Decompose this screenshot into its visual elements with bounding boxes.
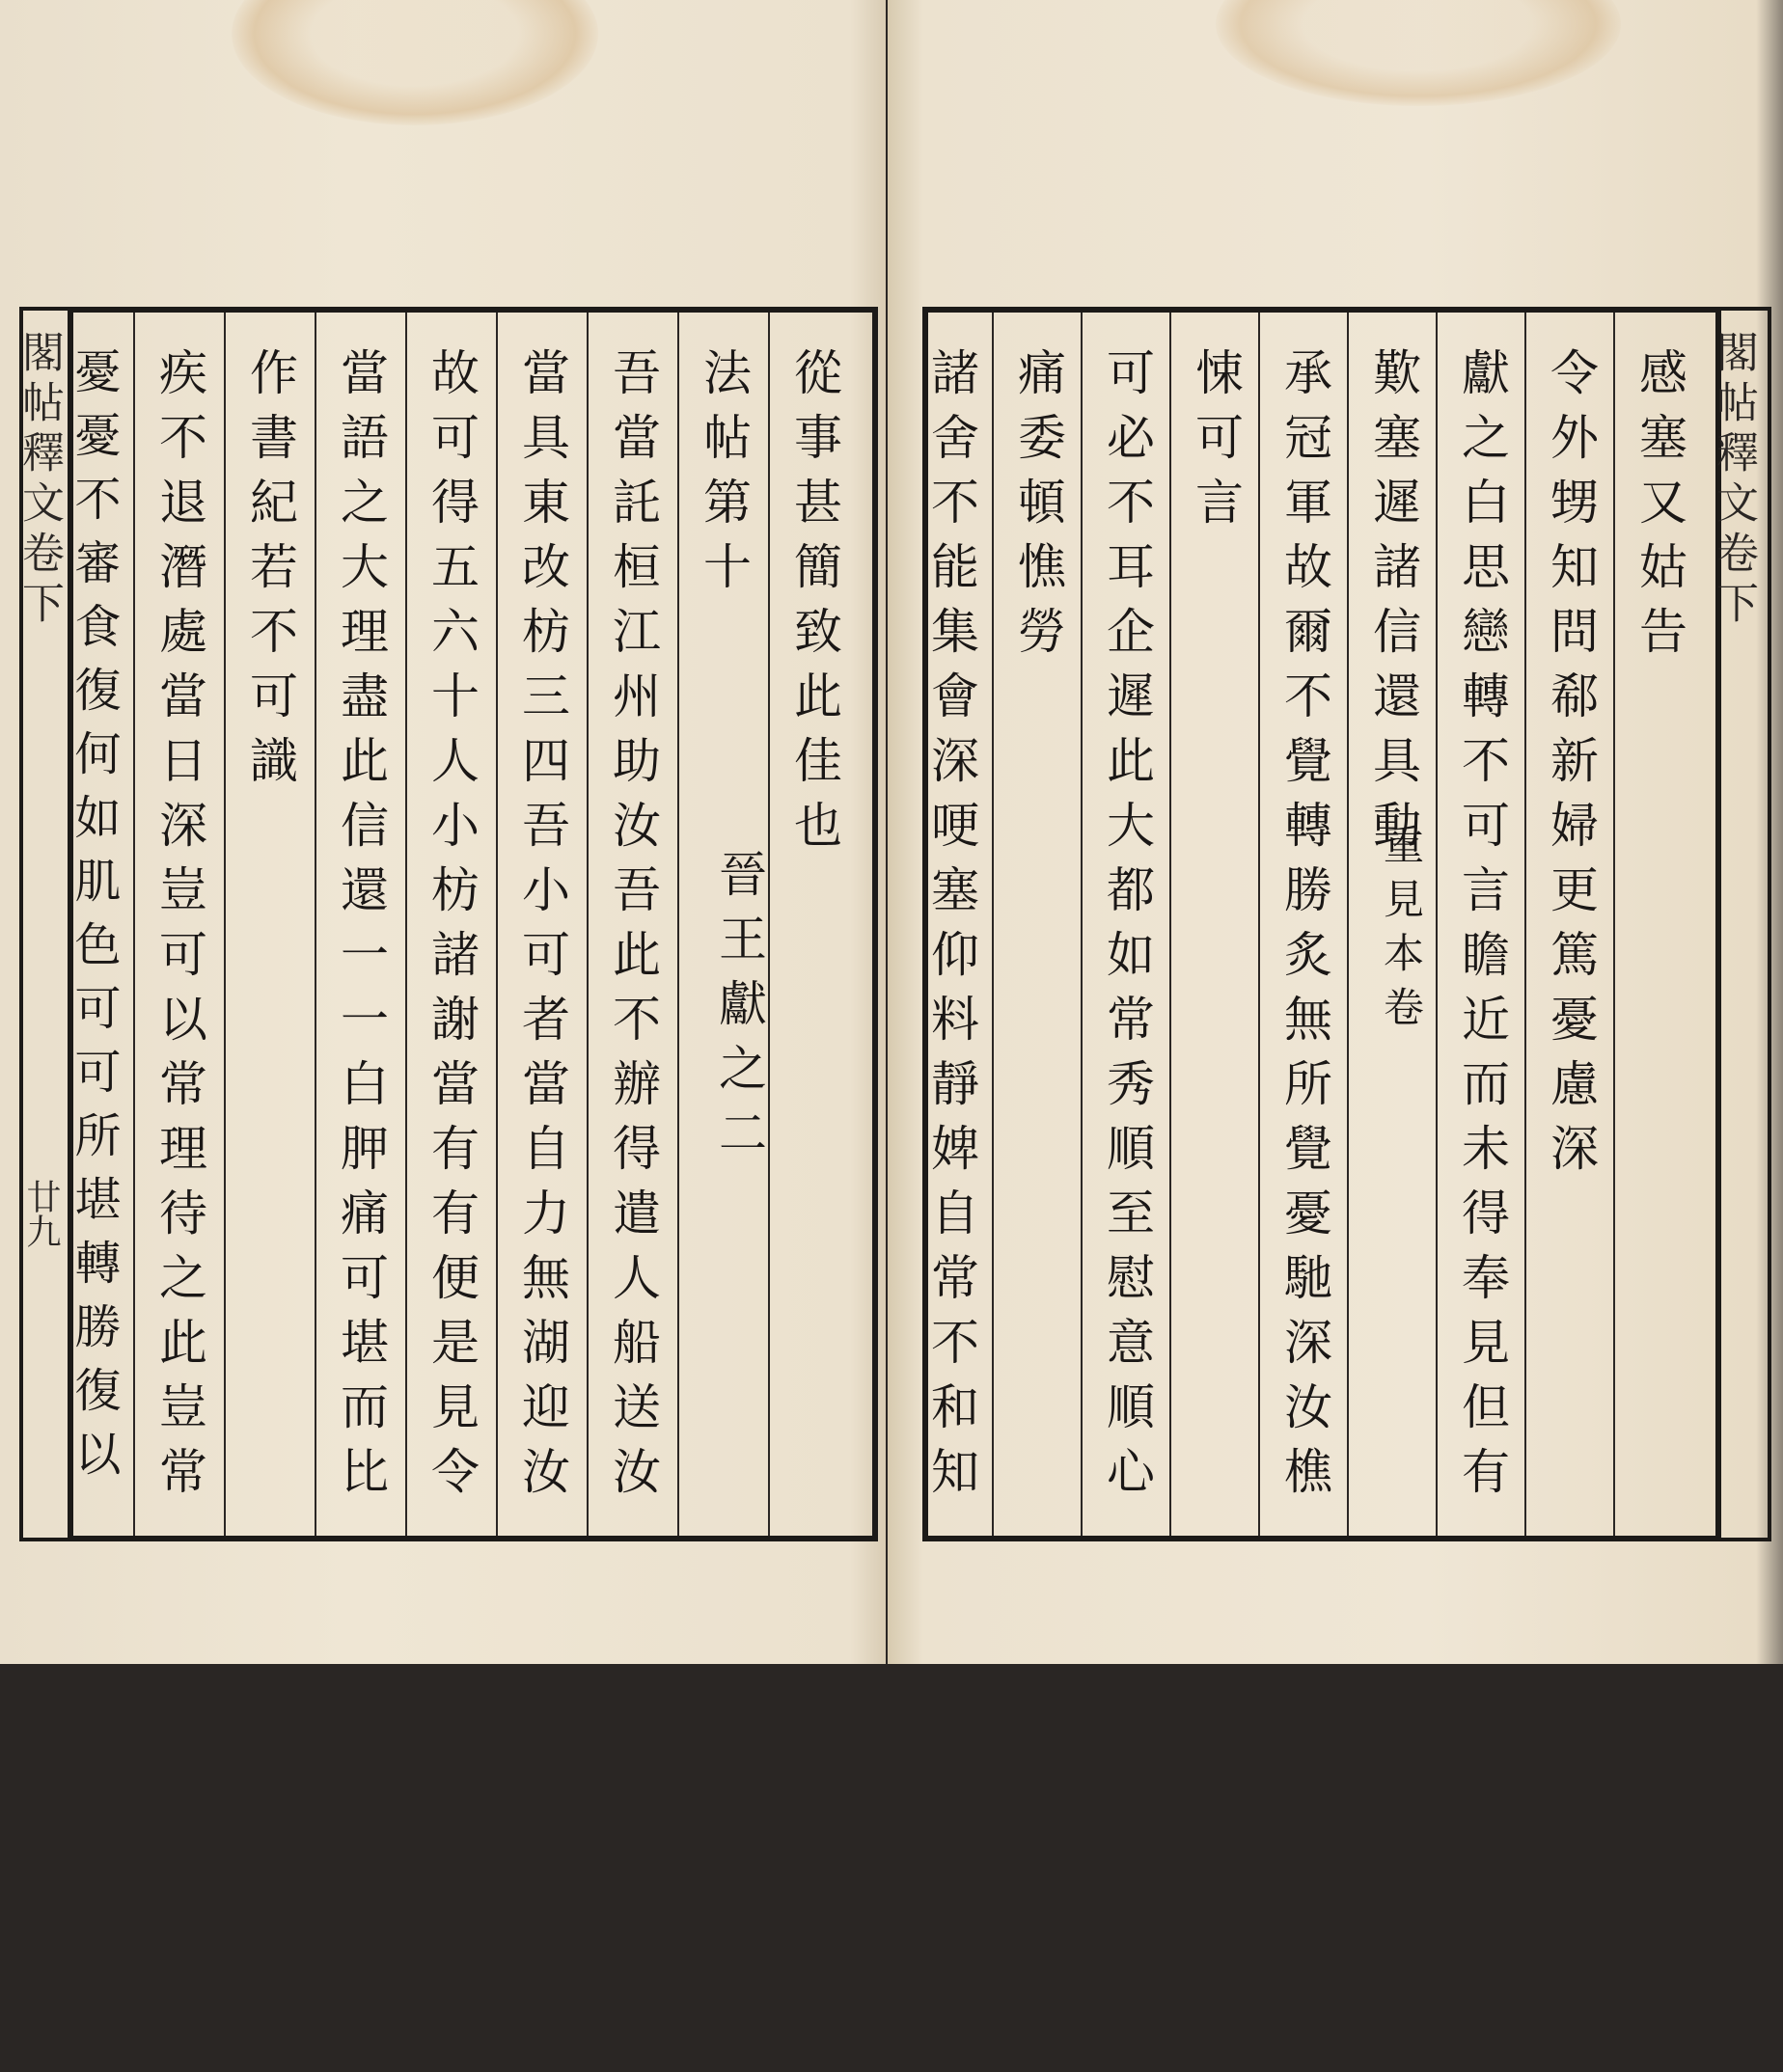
text-column: 悚可言 bbox=[1188, 347, 1244, 541]
text-column: 獻之白思戀轉不可言瞻近而未得奉見但有 bbox=[1454, 347, 1510, 1511]
water-stain bbox=[1216, 0, 1621, 106]
text-column: 法帖第十 bbox=[696, 347, 752, 606]
text-column: 故可得五六十人小枋諸謝當有有便是見令 bbox=[424, 347, 480, 1511]
right-page-border bbox=[922, 307, 1721, 1541]
note-line: 重見本卷 bbox=[1378, 824, 1425, 1040]
text-column: 可必不耳企遲此大都如常秀順至慰意順心 bbox=[1099, 347, 1155, 1511]
right-page bbox=[888, 0, 1783, 1664]
gutter-title: 閣帖釋文卷下 bbox=[1709, 330, 1758, 631]
author-line: 晉王獻之二 bbox=[711, 849, 767, 1172]
text-column: 感塞又姑告 bbox=[1632, 347, 1687, 670]
text-column: 疾不退潛處當日深豈可以常理待之此豈常 bbox=[151, 347, 207, 1511]
left-gutter-strip bbox=[14, 307, 73, 1541]
text-column: 歎塞遲諸信還具動 bbox=[1365, 347, 1421, 864]
right-gutter-strip bbox=[1709, 307, 1771, 1541]
left-page-border bbox=[68, 307, 878, 1541]
text-column: 承冠軍故爾不覺轉勝炙無所覺憂馳深汝樵 bbox=[1276, 347, 1332, 1511]
text-column: 當具東改枋三四吾小可者當自力無湖迎汝 bbox=[514, 347, 570, 1511]
text-column: 當語之大理盡此信還一一白胛痛可堪而比 bbox=[333, 347, 389, 1511]
folio-number: 廿九 bbox=[21, 1179, 61, 1248]
text-column: 吾當託桓江州助汝吾此不辦得遣人船送汝 bbox=[605, 347, 661, 1511]
text-column: 諸舍不能集會深哽塞仰料靜婢自常不和知 bbox=[923, 347, 979, 1511]
left-page bbox=[0, 0, 886, 1664]
gutter-title: 閣帖釋文卷下 bbox=[14, 330, 64, 631]
text-column: 憂憂不審食復何如肌色可可所堪轉勝復以 bbox=[67, 347, 121, 1493]
text-column: 從事甚簡致此佳也 bbox=[786, 347, 842, 864]
water-stain bbox=[232, 0, 598, 125]
text-column: 痛委頓憔勞 bbox=[1010, 347, 1066, 670]
text-column: 令外甥知問郗新婦更篤憂慮深 bbox=[1543, 347, 1599, 1187]
text-column: 作書紀若不可識 bbox=[242, 347, 298, 800]
